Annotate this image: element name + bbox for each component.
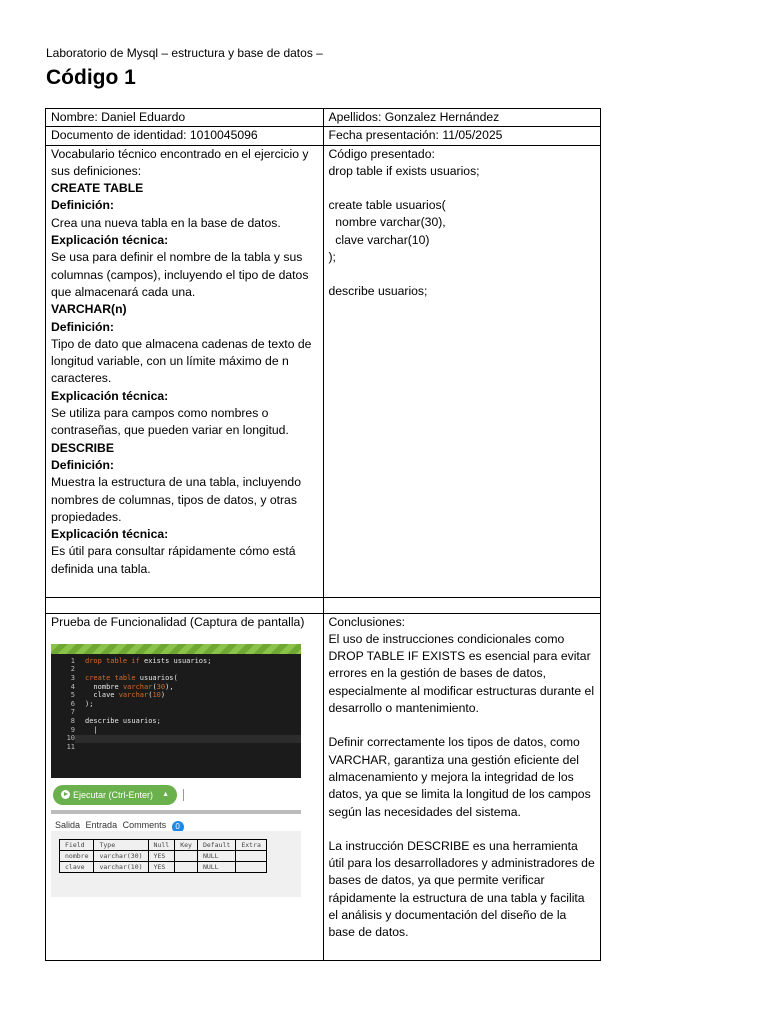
cell-extra — [236, 850, 267, 861]
vocab-cell — [46, 145, 324, 597]
code-block-create: create table usuarios( nombre varchar(30), clave varchar(10) ); — [328, 198, 446, 265]
term-definition: Crea una nueva tabla en la base de datos. — [51, 215, 281, 230]
editor-code: drop table if exists usuarios; create table usuarios( nombre varchar(30), clave varchar(10) ); describe usuarios; | — [85, 656, 212, 734]
kw-varchar: varchar — [118, 691, 149, 700]
results-header — [60, 839, 267, 850]
student-id: Documento de identidad: 1010045096 — [46, 127, 324, 145]
table-row — [60, 861, 267, 872]
conclusions-cell — [323, 613, 601, 960]
code-editor[interactable] — [51, 654, 301, 778]
results-panel — [51, 831, 301, 897]
info-row-2 — [46, 127, 601, 145]
code-label: Código presentado: — [328, 146, 435, 161]
cell-key — [175, 861, 198, 872]
cell-type: varchar(30) — [94, 850, 148, 861]
tab-salida[interactable]: Salida — [55, 819, 81, 830]
empty-cell — [46, 597, 324, 613]
code-line-describe: describe usuarios; — [328, 284, 428, 299]
term-title: VARCHAR(n) — [51, 302, 127, 317]
lab-table — [45, 108, 601, 961]
line-numbers: 1 2 3 4 5 6 7 8 9 10 11 — [66, 656, 75, 751]
kw-create: create table — [85, 674, 136, 683]
col-extra: Extra — [236, 839, 267, 850]
term-explanation: Se usa para definir el nombre de la tabla y sus columnas (campos), incluyendo el tipo de datos que almacenará cada una. — [51, 250, 309, 299]
explanation-label: Explicación técnica: — [51, 388, 169, 403]
code-line-drop: drop table if exists usuarios; — [328, 163, 480, 178]
col-default: Default — [197, 839, 235, 850]
vocab-intro: Vocabulario técnico encontrado en el ejercicio y sus definiciones: — [51, 146, 309, 178]
current-line-highlight — [75, 735, 301, 743]
term-explanation: Es útil para consultar rápidamente cómo está definida una tabla. — [51, 544, 296, 576]
conclusion-paragraph: La instrucción DESCRIBE es una herramienta útil para los desarrolladores y administradores de bases de datos, ya que permite verificar rápidamente la estructura de una tabla y facilita el análisis y documentación del diseño de la base de datos. — [328, 838, 595, 940]
vocab-row — [46, 145, 601, 597]
conclusion-paragraph: Definir correctamente los tipos de datos, como VARCHAR, garantiza una gestión eficiente del almacenamiento y mejora la integridad de los datos, ya que se limita la longitud de los campos según las necesidades del sistema. — [328, 735, 591, 819]
tab-comments[interactable]: Comments — [122, 819, 167, 830]
term-explanation: Se utiliza para campos como nombres o contraseñas, que pueden variar en longitud. — [51, 406, 289, 438]
term-title: CREATE TABLE — [51, 181, 144, 196]
editor-header-stripe — [51, 644, 301, 654]
kw-drop: drop table if — [85, 656, 140, 665]
col-key: Key — [175, 839, 198, 850]
presentation-date: Fecha presentación: 11/05/2025 — [323, 127, 601, 145]
col-null: Null — [148, 839, 175, 850]
info-row-1 — [46, 109, 601, 127]
student-lastname: Apellidos: Gonzalez Hernández — [323, 109, 601, 127]
student-name: Nombre: Daniel Eduardo — [46, 109, 324, 127]
term-definition: Tipo de dato que almacena cadenas de texto de longitud variable, con un límite máximo de n caracteres. — [51, 336, 312, 386]
conclusions-label: Conclusiones: — [328, 614, 406, 629]
play-icon — [61, 790, 70, 799]
definition-label: Definición: — [51, 319, 114, 334]
col-field: Field — [60, 839, 94, 850]
cell-field: clave — [60, 861, 94, 872]
bottom-row — [46, 613, 601, 960]
test-label: Prueba de Funcionalidad (Captura de pantalla) — [51, 614, 305, 629]
cell-field: nombre — [60, 850, 94, 861]
cell-default: NULL — [197, 861, 235, 872]
conclusion-paragraph: El uso de instrucciones condicionales como DROP TABLE IF EXISTS es esencial para evitar errores en la gestión de bases de datos, especialmente al modificar estructuras durante el desarrollo o mantenimiento. — [328, 631, 595, 716]
table-row — [60, 850, 267, 861]
comments-count-badge: 0 — [172, 821, 184, 833]
document-subtitle: Laboratorio de Mysql – estructura y base de datos – — [46, 46, 323, 60]
num-10: 10 — [152, 691, 161, 700]
empty-cell — [323, 597, 601, 613]
cell-extra — [236, 861, 267, 872]
screenshot — [51, 644, 301, 904]
definition-label: Definición: — [51, 198, 114, 213]
tab-entrada[interactable]: Entrada — [85, 819, 118, 830]
cell-null: YES — [148, 861, 175, 872]
term-title: DESCRIBE — [51, 440, 114, 455]
run-button-label: Ejecutar (Ctrl-Enter) — [73, 789, 154, 800]
test-cell — [46, 613, 324, 960]
toolbar-separator — [183, 789, 184, 801]
explanation-label: Explicación técnica: — [51, 527, 169, 542]
results-table — [59, 839, 267, 873]
document-title: Código 1 — [46, 66, 136, 89]
run-button[interactable] — [53, 785, 177, 805]
empty-row — [46, 597, 601, 613]
kw-varchar: varchar — [122, 682, 153, 691]
cell-default: NULL — [197, 850, 235, 861]
caret-up-icon[interactable]: ▲ — [162, 790, 169, 798]
cell-key — [175, 850, 198, 861]
cell-type: varchar(10) — [94, 861, 148, 872]
explanation-label: Explicación técnica: — [51, 233, 169, 248]
col-type: Type — [94, 839, 148, 850]
tab-bar — [51, 810, 301, 814]
code-cell — [323, 145, 601, 597]
cell-null: YES — [148, 850, 175, 861]
num-30: 30 — [156, 682, 166, 691]
definition-label: Definición: — [51, 457, 114, 472]
term-definition: Muestra la estructura de una tabla, incluyendo nombres de columnas, tipos de datos, y otras propiedades. — [51, 475, 301, 524]
